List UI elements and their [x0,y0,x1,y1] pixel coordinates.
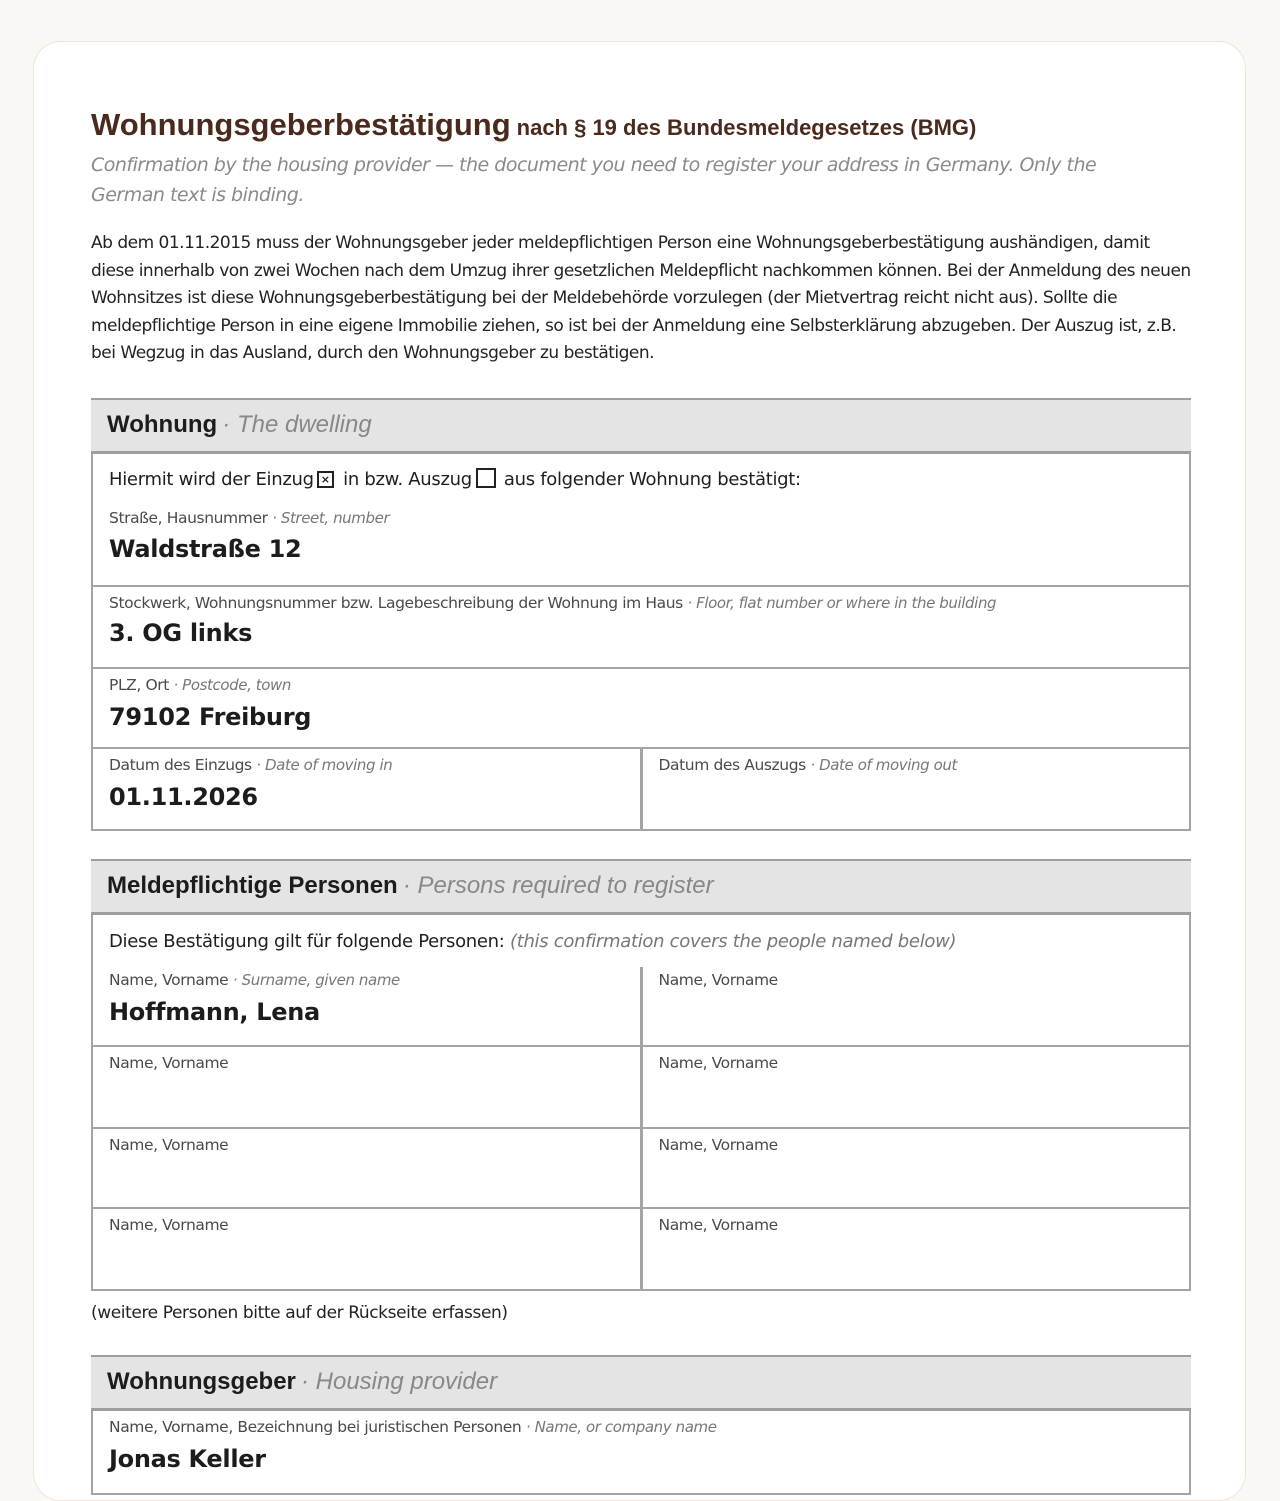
checkbox-x-icon: × [320,472,330,486]
einzug-date-label-en: · Date of moving in [256,755,393,774]
einzug-date-cell [93,749,640,829]
auszug-date-label [659,755,1174,775]
dates-row [93,747,1189,829]
person-7-label: Name, Vorname [109,1215,229,1234]
title-main: Wohnungsgeberbestätigung [91,107,511,142]
section-header-personen [91,859,1191,915]
person-row [93,1207,1189,1289]
einzug-date-label [109,755,624,775]
street-label-de: Straße, Hausnummer [109,508,268,527]
street-label [109,508,1173,528]
wohnungsgeber-table [91,1411,1191,1495]
section-title: Meldepflichtige Personen [107,871,398,899]
auszug-date-field[interactable] [659,781,1174,813]
personen-table [91,915,1191,1291]
person-4-label: Name, Vorname [658,1053,778,1072]
floor-label [109,593,1173,613]
person-6-field[interactable] [659,1161,1174,1193]
person-cell [640,967,1190,1045]
person-7-field[interactable] [109,1241,624,1273]
geber-name-label-de: Name, Vorname, Bezeichnung bei juristischen Personen [109,1417,522,1436]
section-header-wohnungsgeber [91,1355,1191,1411]
personen-lead-en: (this confirmation covers the people named below) [509,930,957,952]
street-cell [93,454,1189,585]
section-title: Wohnung [107,410,218,438]
person-cell [93,1129,640,1207]
person-6-label: Name, Vorname [658,1135,778,1154]
geber-name-field[interactable]: Jonas Keller [109,1444,266,1473]
plz-cell [93,669,1189,747]
section-wohnungsgeber [91,1355,1191,1495]
plz-label-de: PLZ, Ort [109,675,169,694]
person-5-field[interactable] [109,1161,624,1193]
floor-field[interactable]: 3. OG links [109,618,253,647]
person-label-en: · Surname, given name [232,970,400,989]
person-5-label: Name, Vorname [109,1135,229,1154]
section-title-en: · Housing provider [300,1367,498,1395]
person-cell [640,1047,1190,1127]
section-wohnung [91,398,1191,831]
english-subtitle: Confirmation by the housing provider — the document you need to register your address in Germany. Only the German text is binding. [91,154,1097,206]
form-card [33,41,1246,1501]
geber-name-label-en: · Name, or company name [525,1417,717,1436]
plz-field[interactable]: 79102 Freiburg [109,702,312,731]
more-persons-note: (weitere Personen bitte auf der Rückseite erfassen) [91,1302,508,1323]
person-row [93,967,1189,1045]
geber-name-label [109,1417,1173,1437]
person-3-label: Name, Vorname [109,1053,229,1072]
person-row [93,1127,1189,1207]
section-title-en: · Persons required to register [402,871,714,899]
street-label-en: · Street, number [272,508,390,527]
confirm-text-2: in bzw. Auszug [343,468,472,490]
person-2-field[interactable] [659,996,1174,1028]
street-row [93,454,1189,585]
person-4-field[interactable] [659,1079,1174,1111]
floor-cell [93,587,1189,667]
person-cell [93,1047,640,1127]
person-8-field[interactable] [659,1241,1174,1273]
floor-row [93,585,1189,667]
person-cell [640,1209,1190,1289]
geber-name-cell [93,1411,1189,1493]
person-2-label: Name, Vorname [658,970,778,989]
move-confirmation-line [109,468,1173,492]
plz-label-en: · Postcode, town [173,675,292,694]
section-title: Wohnungsgeber [107,1367,296,1395]
geber-name-row [93,1411,1189,1493]
person-cell [93,1209,640,1289]
person-8-label: Name, Vorname [658,1215,778,1234]
floor-label-en: · Floor, flat number or where in the building [687,593,997,612]
person-1-label [109,970,624,990]
floor-label-de: Stockwerk, Wohnungsnummer bzw. Lagebeschreibung der Wohnung im Haus [109,593,683,612]
confirm-text-3: aus folgender Wohnung bestätigt: [503,468,801,490]
person-row [93,1045,1189,1127]
street-field[interactable]: Waldstraße 12 [109,534,302,563]
einzug-date-label-de: Datum des Einzugs [109,755,252,774]
section-title-en: · The dwelling [222,410,372,438]
confirm-text-1: Hiermit wird der Einzug [109,468,314,490]
auszug-checkbox[interactable] [476,468,496,488]
section-personen [91,859,1191,1325]
auszug-date-label-de: Datum des Auszugs [658,755,806,774]
personen-lead-de: Diese Bestätigung gilt für folgende Personen: [109,930,505,952]
person-1-field[interactable]: Hoffmann, Lena [109,997,320,1026]
person-3-field[interactable] [109,1079,624,1111]
form-content [91,104,1191,1495]
wohnung-table [91,454,1191,831]
person-cell [93,967,640,1045]
auszug-date-cell [640,749,1190,829]
einzug-checkbox[interactable] [317,471,334,488]
plz-row [93,667,1189,747]
intro-paragraph: Ab dem 01.11.2015 muss der Wohnungsgeber jeder meldepflichtigen Person eine Wohnungsgeberbestätigung aushändigen, damit diese innerhalb von zwei Wochen nach dem Umzug ihrer gesetzlichen Meldepflicht nachkommen können. Bei der Anmeldung des neuen Wohnsitzes ist diese Wohnungsgeberbestätigung bei der Meldebehörde vorzulegen (der Mietvertrag reicht nicht aus). Sollte die meldepflichtige Person in eine eigene Immobilie ziehen, so ist bei der Anmeldung eine Selbsterklärung abzugeben. Der Auszug ist, z.B. bei Wegzug in das Ausland, durch den Wohnungsgeber zu bestätigen. [91,233,1191,363]
personen-lead [93,915,1189,967]
section-header-wohnung [91,398,1191,454]
einzug-date-field[interactable]: 01.11.2026 [109,782,258,811]
person-label-de: Name, Vorname [109,970,229,989]
page-title [91,104,1191,144]
person-cell [640,1129,1190,1207]
auszug-date-label-en: · Date of moving out [810,755,957,774]
plz-label [109,675,1173,695]
title-suffix: nach § 19 des Bundesmeldegesetzes (BMG) [516,115,977,140]
